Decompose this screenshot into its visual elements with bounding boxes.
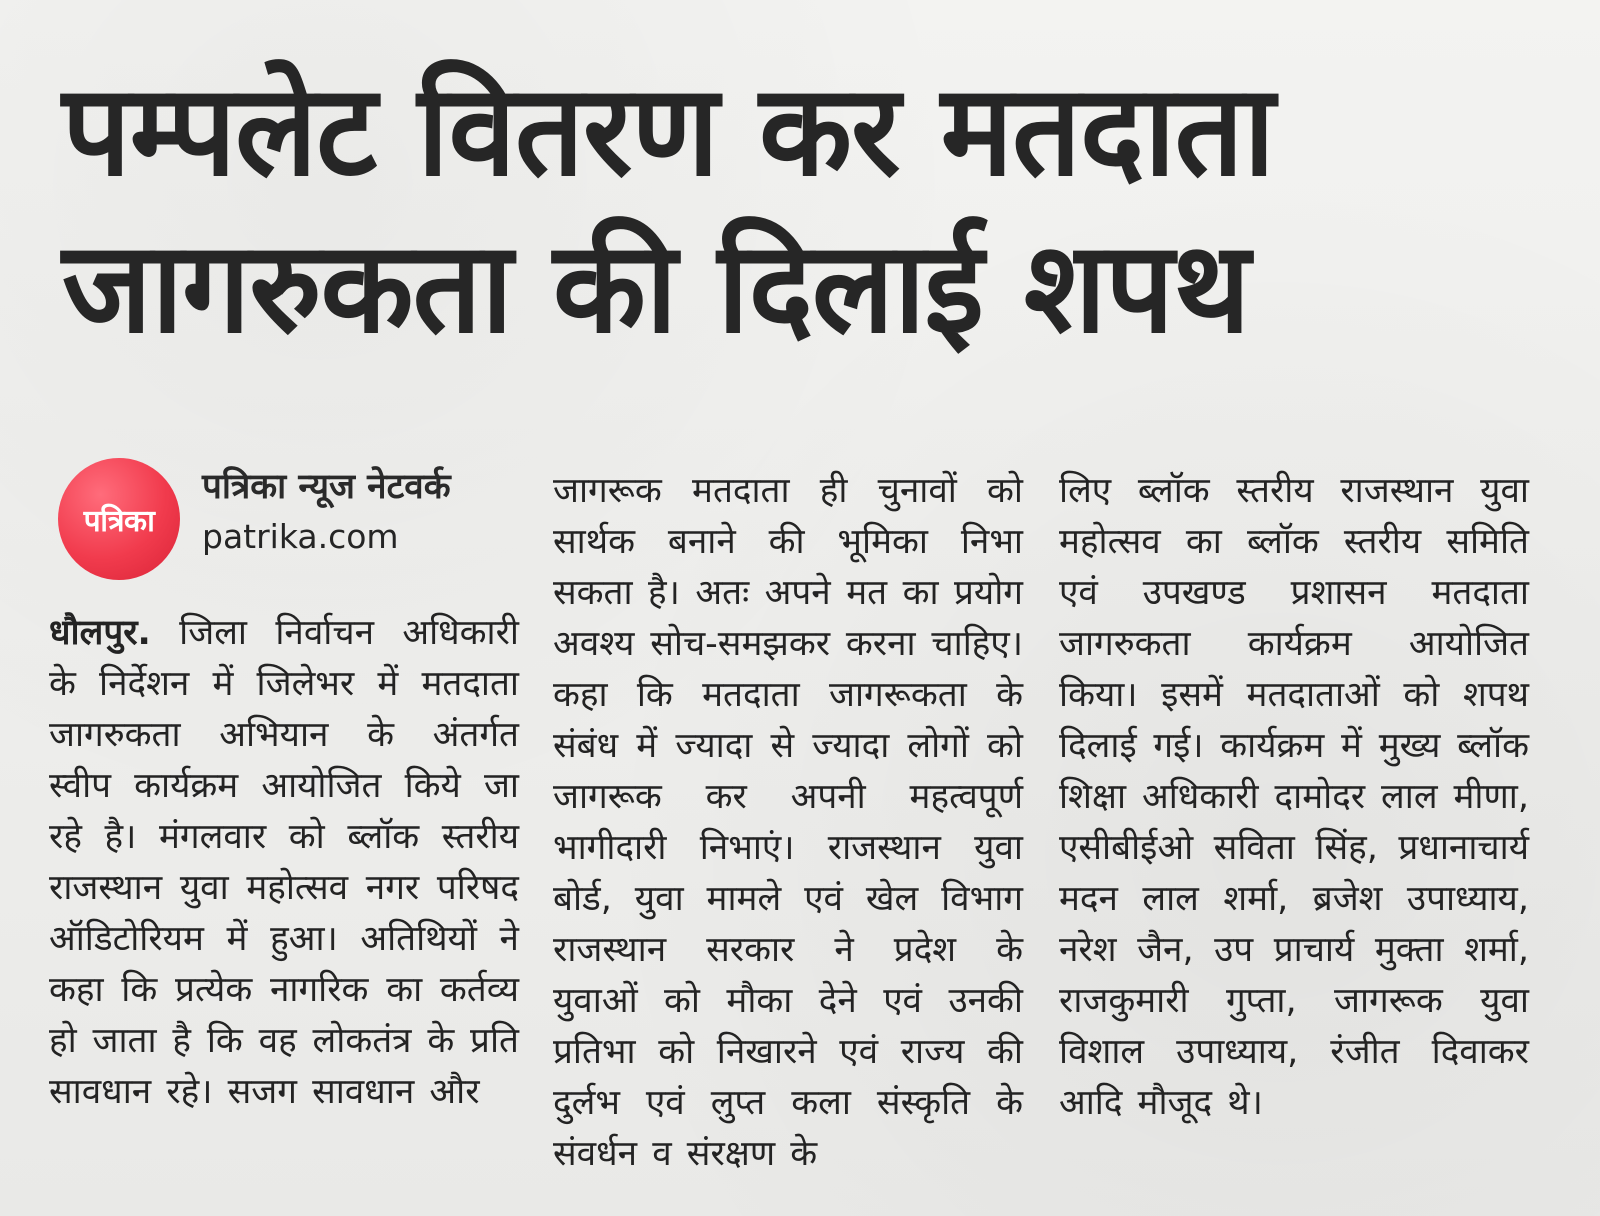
article-column-1 [49,608,519,1118]
dateline: धौलपुर. [49,613,151,653]
byline-site: patrika.com [202,517,399,556]
article-body [49,466,1559,1186]
article-column-3-text: लिए ब्लॉक स्तरीय राजस्थान युवा महोत्सव का ब्लॉक स्तरीय समिति एवं उपखण्ड प्रशासन मतदाता जागरुकता कार्यक्रम आयोजित किया। इसमें मतदाताओं को शपथ दिलाई गई। कार्यक्रम में मुख्य ब्लॉक शिक्षा अधिकारी दामोदर लाल मीणा, एसीबीईओ सविता सिंह, प्रधानाचार्य मदन लाल शर्मा, ब्रजेश उपाध्याय, नरेश जैन, उप प्राचार्य मुक्ता शर्मा, राजकुमारी गुप्ता, जागरूक युवा विशाल उपाध्याय, रंजीत दिवाकर आदि मौजूद थे। [1059,471,1529,1123]
article-column-2-text: जागरूक मतदाता ही चुनावों को सार्थक बनाने की भूमिका निभा सकता है। अतः अपने मत का प्रयोग अवश्य सोच-समझकर करना चाहिए। कहा कि मतदाता जागरूकता के संबंध में ज्यादा से ज्यादा लोगों को जागरूक कर अपनी महत्वपूर्ण भागीदारी निभाएं। राजस्थान युवा बोर्ड, युवा मामले एवं खेल विभाग राजस्थान सरकार ने प्रदेश के युवाओं को मौका देने एवं उनकी प्रतिभा को निखारने एवं राज्य की दुर्लभ एवं लुप्त कला संस्कृति के संवर्धन व संरक्षण के [553,471,1023,1174]
headline-line-1: पम्पलेट वितरण कर मतदाता [62,57,1274,204]
headline-line-2: जागरुकता की दिलाई शपथ [62,214,1250,361]
article-column-3 [1059,466,1529,1129]
article-column-1-text: जिला निर्वाचन अधिकारी के निर्देशन में जिलेभर में मतदाता जागरुकता अभियान के अंतर्गत स्वीप कार्यक्रम आयोजित किये जा रहे है। मंगलवार को ब्लॉक स्तरीय राजस्थान युवा महोत्सव नगर परिषद ऑडिटोरियम में हुआ। अतिथियों ने कहा कि प्रत्येक नागरिक का कर्तव्य हो जाता है कि वह लोकतंत्र के प्रति सावधान रहे। सजग सावधान और [49,613,519,1112]
article-column-2 [553,466,1023,1180]
headline [62,52,1542,366]
patrika-logo-text: पत्रिका [83,503,155,539]
byline-network: पत्रिका न्यूज नेटवर्क [202,467,451,507]
